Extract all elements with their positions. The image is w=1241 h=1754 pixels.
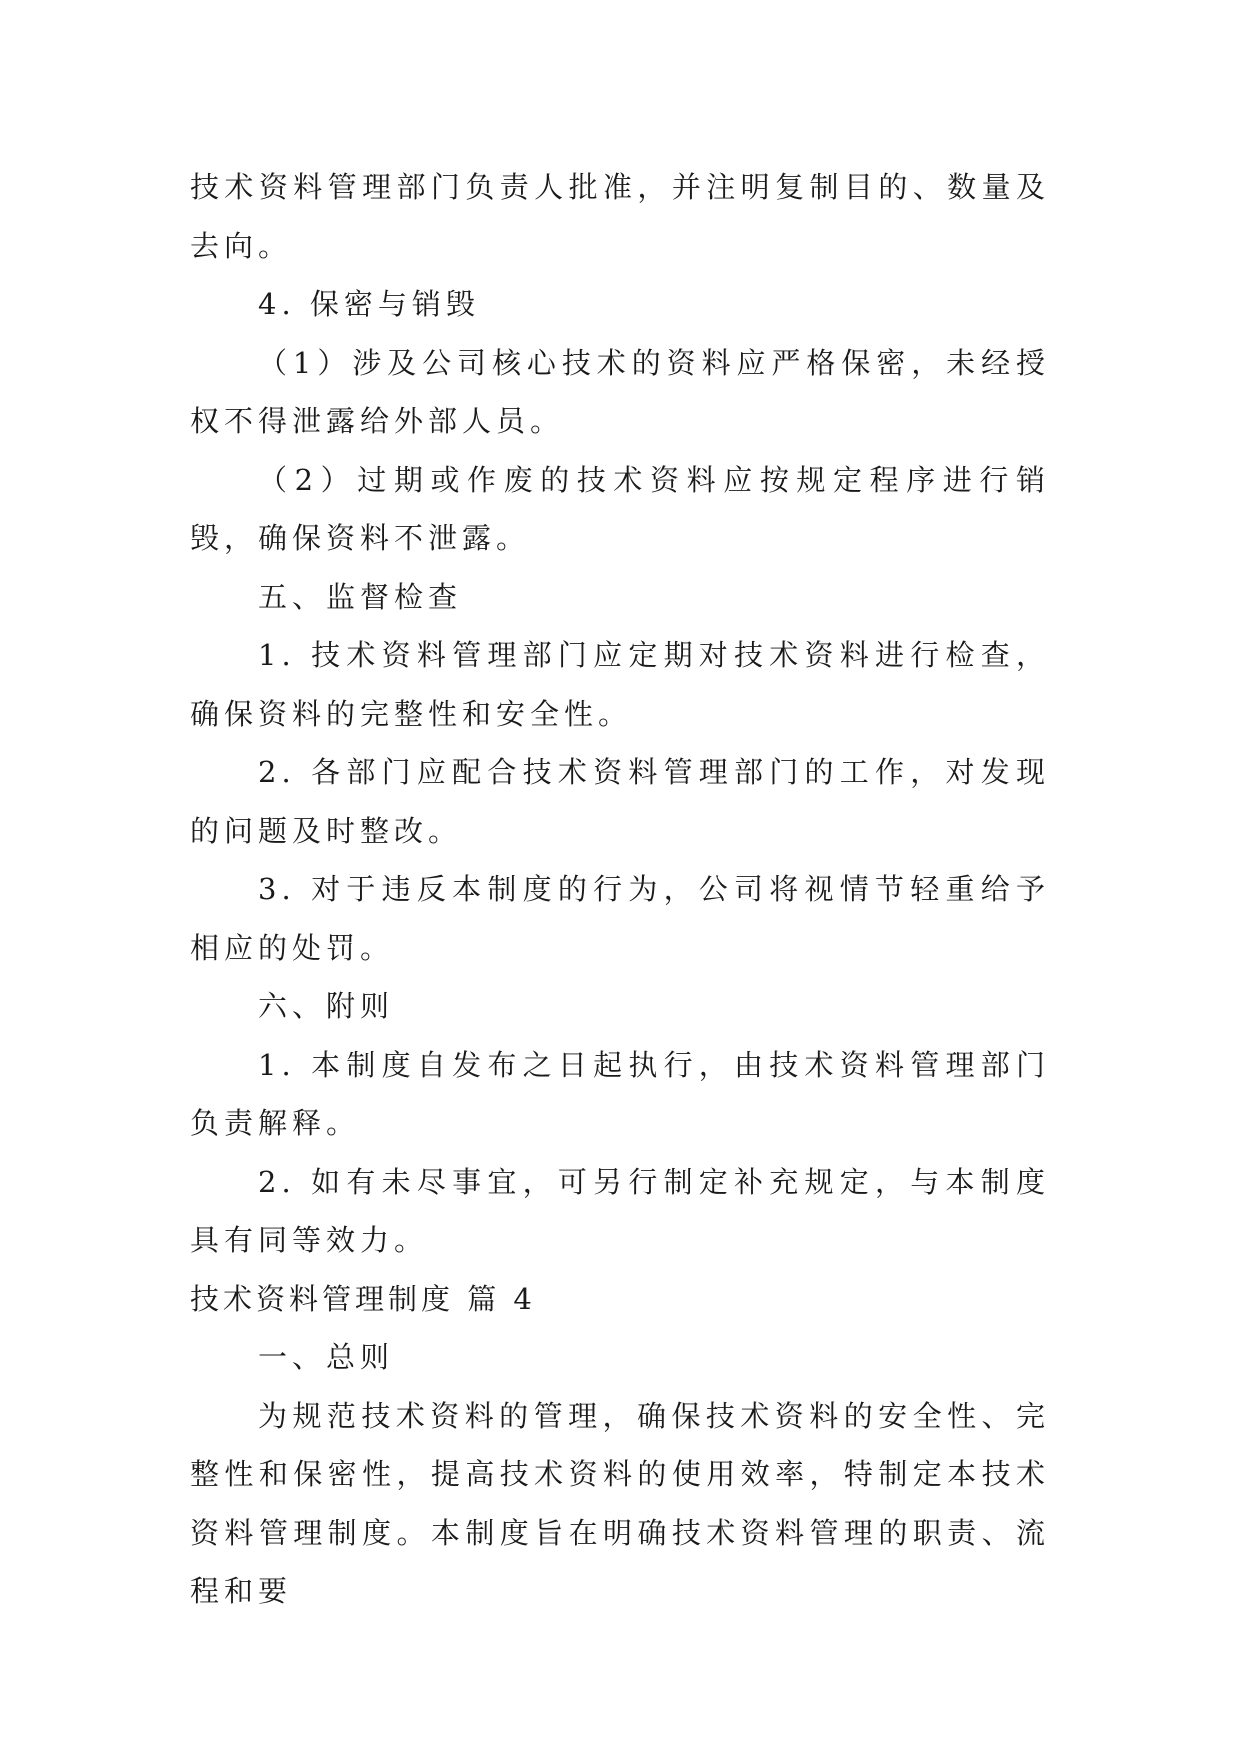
- paragraph-supervision-item-1: 1. 技术资料管理部门应定期对技术资料进行检查，确保资料的完整性和安全性。: [190, 638, 1050, 731]
- paragraph-confidentiality-item-1: （1）涉及公司核心技术的资料应严格保密，未经授权不得泄露给外部人员。: [190, 345, 1050, 438]
- section-heading-supervision: 五、监督检查: [258, 579, 463, 614]
- paragraph-general-purpose: 为规范技术资料的管理，确保技术资料的安全性、完整性和保密性，提高技术资料的使用效率，特制定本技术资料管理制度。本制度旨在明确技术资料管理的职责、流程和要: [190, 1398, 1050, 1608]
- subheading-confidentiality-destruction: 4. 保密与销毁: [258, 287, 480, 321]
- paragraph-confidentiality-item-2: （2）过期或作废的技术资料应按规定程序进行销毁，确保资料不泄露。: [190, 462, 1050, 555]
- paragraph-supervision-item-2: 2. 各部门应配合技术资料管理部门的工作，对发现的问题及时整改。: [190, 755, 1050, 848]
- section-heading-general: 一、总则: [258, 1340, 395, 1374]
- document-body: [190, 158, 1050, 1621]
- paragraph-supervision-item-3: 3. 对于违反本制度的行为，公司将视情节轻重给予相应的处罚。: [190, 872, 1050, 965]
- section-heading-supplementary: 六、附则: [258, 989, 395, 1023]
- paragraph-supplementary-item-1: 1. 本制度自发布之日起执行，由技术资料管理部门负责解释。: [190, 1047, 1050, 1140]
- paragraph-supplementary-item-2: 2. 如有未尽事宜，可另行制定补充规定，与本制度具有同等效力。: [190, 1164, 1050, 1257]
- article-title: 技术资料管理制度 篇 4: [190, 1281, 536, 1316]
- paragraph-copy-approval: 技术资料管理部门负责人批准，并注明复制目的、数量及去向。: [190, 170, 1050, 263]
